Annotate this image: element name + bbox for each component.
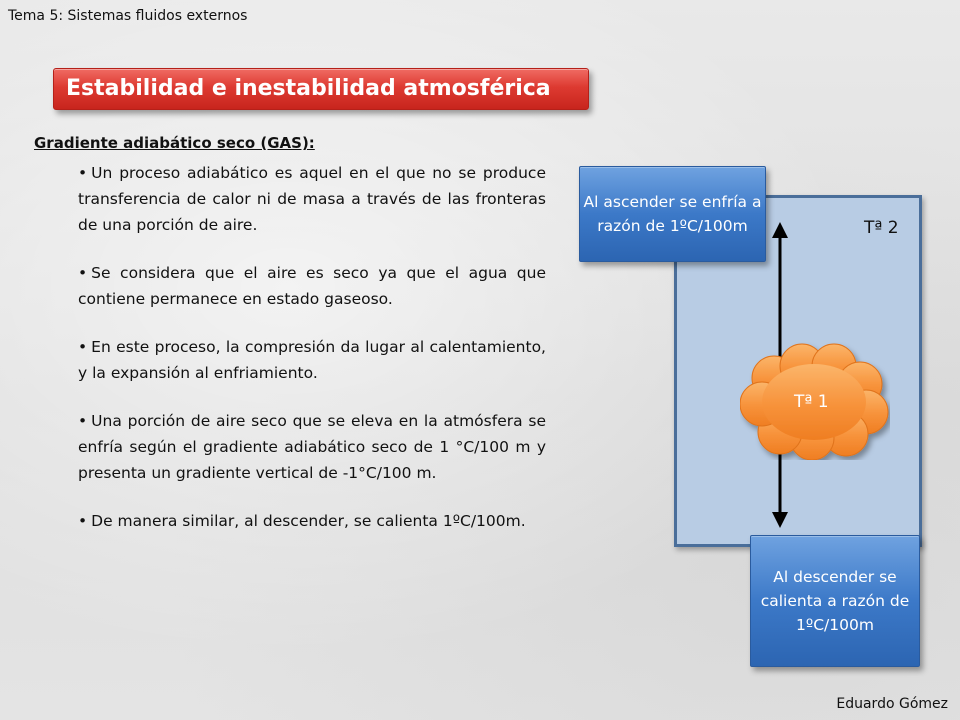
- bullet-text: De manera similar, al descender, se calienta 1ºC/100m.: [91, 512, 526, 530]
- bullet-text: En este proceso, la compresión da lugar al calentamiento, y la expansión al enfriamiento.: [78, 338, 546, 382]
- bullet-text: Un proceso adiabático es aquel en el que no se produce transferencia de calor ni de masa a través de las fronteras de una porción de aire.: [78, 164, 546, 234]
- bullet-item: [78, 334, 546, 386]
- outer-temperature-label: Tª 2: [864, 218, 899, 238]
- descend-callout-text: Al descender se calienta a razón de 1ºC/100m: [760, 568, 910, 634]
- parcel-temperature-label: Tª 1: [794, 392, 829, 412]
- bullet-dot: •: [78, 412, 88, 430]
- ascend-callout-text: Al ascender se enfría a razón de 1ºC/100m: [583, 193, 762, 235]
- bullet-item: [78, 408, 546, 486]
- descend-callout: [750, 535, 920, 667]
- bullet-text: Una porción de aire seco que se eleva en la atmósfera se enfría según el gradiente adiabático seco de 1 °C/100 m y presenta un gradiente vertical de -1°C/100 m.: [78, 412, 546, 482]
- bullet-item: [78, 508, 546, 534]
- author-footer: Eduardo Gómez: [836, 696, 948, 712]
- ascend-callout: [579, 166, 766, 262]
- bullet-dot: •: [78, 338, 88, 356]
- bullet-text: Se considera que el aire es seco ya que el agua que contiene permanece en estado gaseoso.: [78, 264, 546, 308]
- bullet-item: [78, 160, 546, 238]
- bullet-list: [78, 160, 546, 556]
- bullet-dot: •: [78, 164, 88, 182]
- slide-title: Estabilidad e inestabilidad atmosférica: [53, 68, 589, 110]
- bullet-dot: •: [78, 264, 88, 282]
- bullet-item: [78, 260, 546, 312]
- topic-header: Tema 5: Sistemas fluidos externos: [8, 8, 248, 24]
- section-heading: Gradiente adiabático seco (GAS):: [34, 134, 315, 152]
- bullet-dot: •: [78, 512, 88, 530]
